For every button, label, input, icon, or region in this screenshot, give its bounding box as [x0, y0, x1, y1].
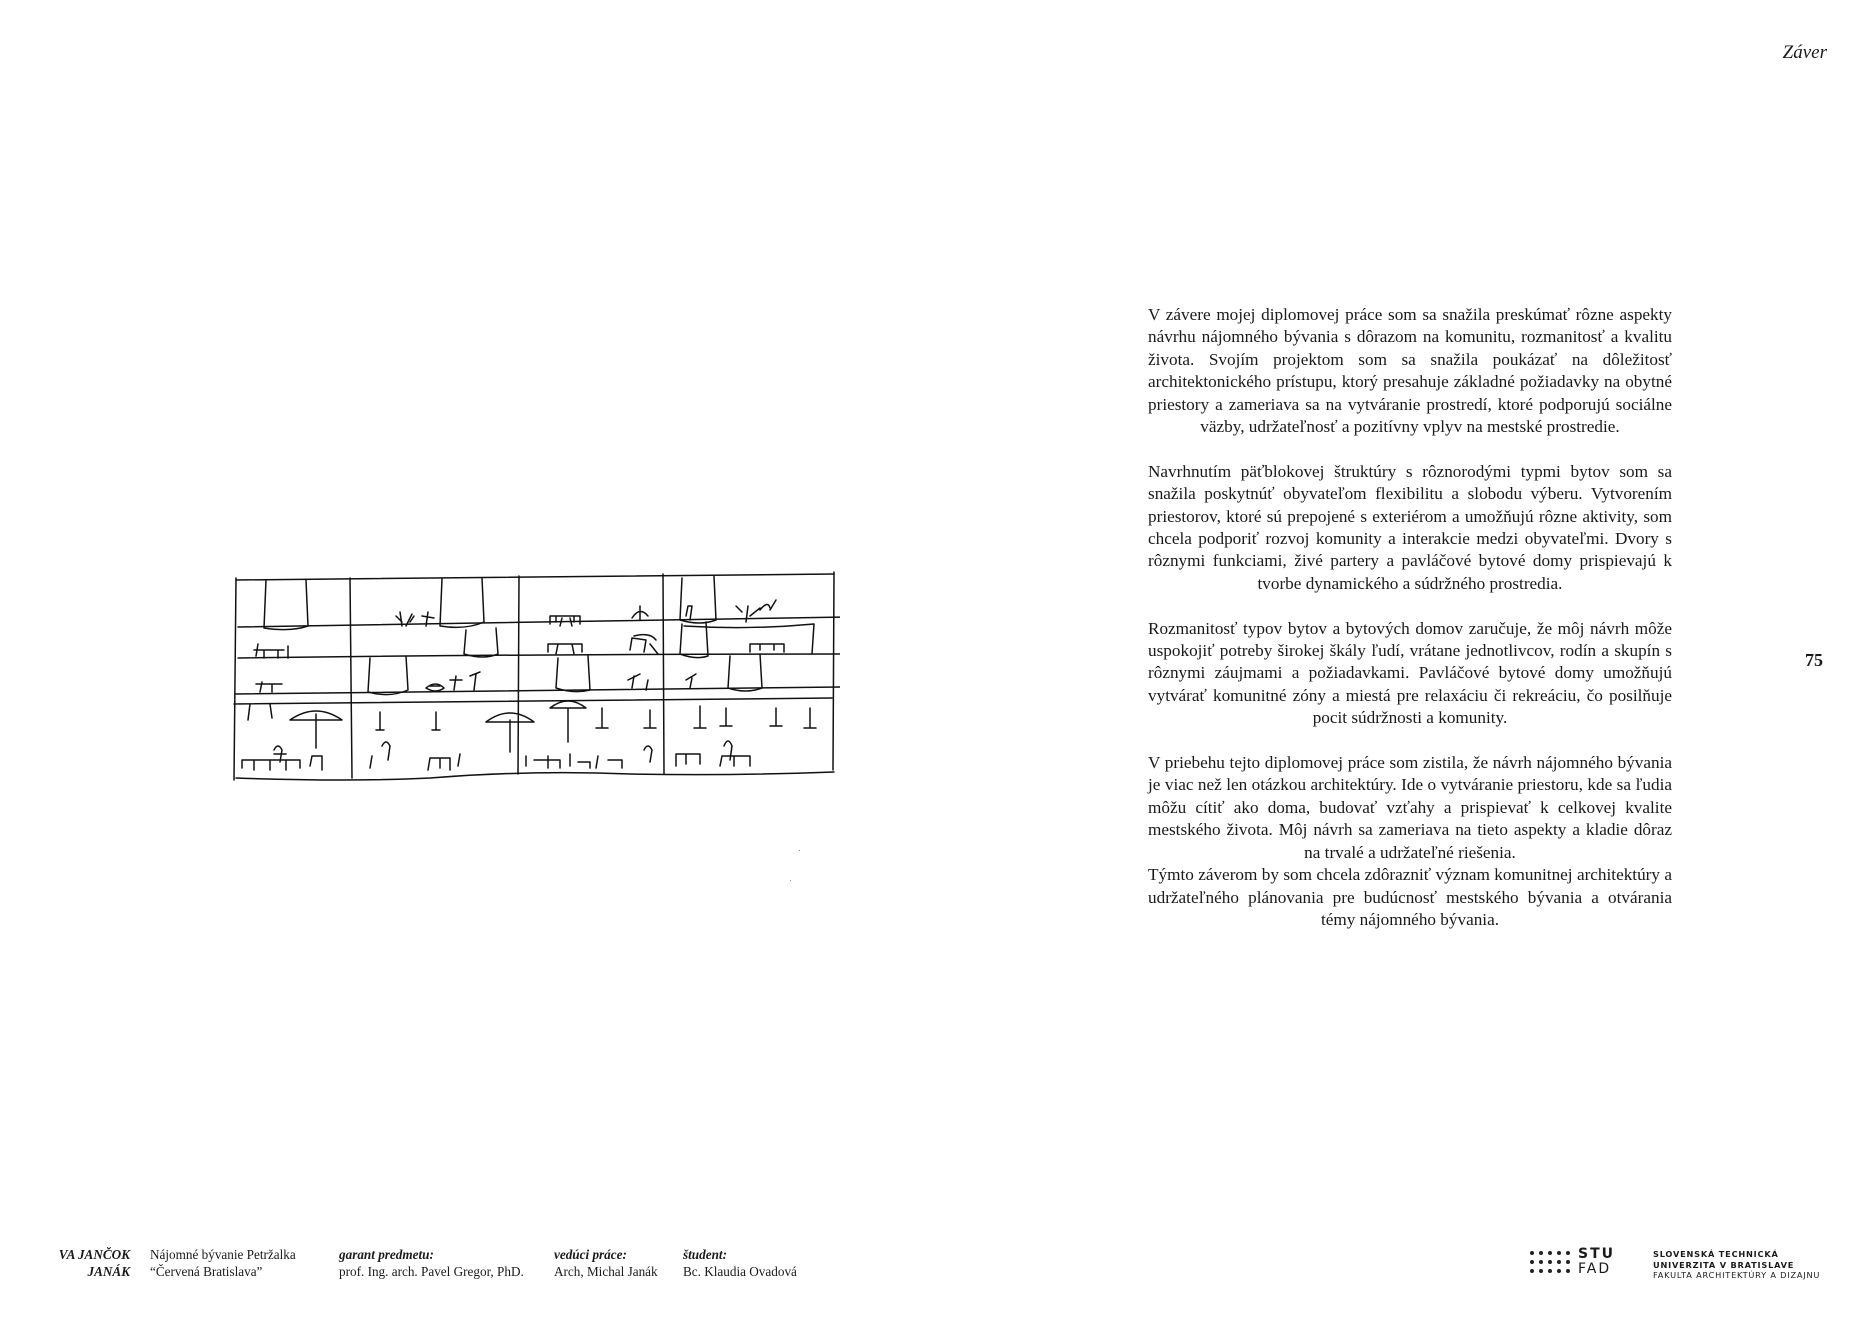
logo-mark-stu: STU: [1578, 1246, 1616, 1262]
page-number: 75: [1805, 650, 1823, 670]
logo-text-line-2: UNIVERZITA V BRATISLAVE: [1653, 1259, 1795, 1270]
section-title: Záver: [1782, 42, 1827, 63]
garant-label: garant predmetu:: [339, 1247, 434, 1262]
student-label: študent:: [683, 1247, 727, 1262]
garant-value: prof. Ing. arch. Pavel Gregor, PhD.: [339, 1264, 524, 1279]
footer-course: [40, 1246, 130, 1280]
footer-garant: [339, 1246, 524, 1280]
conclusion-text: [1148, 304, 1672, 954]
project-line-2: “Červená Bratislava”: [150, 1264, 263, 1279]
project-line-1: Nájomné bývanie Petržalka: [150, 1247, 296, 1262]
logo-text-line-1: SLOVENSKÁ TECHNICKÁ: [1653, 1249, 1779, 1259]
course-line-1: VA JANČOK: [58, 1247, 130, 1262]
footer-student: [683, 1246, 797, 1280]
veduci-value: Arch, Michal Janák: [554, 1264, 658, 1279]
course-line-2: JANÁK: [87, 1264, 130, 1279]
logo-text-line-3: FAKULTA ARCHITEKTÚRY A DIZAJNU: [1653, 1270, 1821, 1280]
logo-mark: [1578, 1247, 1615, 1277]
footer-project: [150, 1246, 296, 1280]
logo-mark-fad: FAD: [1578, 1261, 1612, 1277]
logo-text: [1653, 1249, 1820, 1281]
paragraph-3: Rozmanitosť typov bytov a bytových domov zaručuje, že môj návrh môže uspokojiť potreby širokej škály ľudí, vrátane jednotlivcov, rodín a skupín s rôznymi záujmami a požiadavkami. Pavláčové bytové domy umožňujú vytvárať komunitné zóny a miestá pre relaxáciu či rekreáciu, čo posilňuje pocit súdržnosti a komunity.: [1148, 618, 1672, 728]
student-value: Bc. Klaudia Ovadová: [683, 1264, 797, 1279]
logo-dots-icon: [1530, 1251, 1570, 1273]
veduci-label: vedúci práce:: [554, 1247, 627, 1262]
footer-veduci: [554, 1246, 658, 1280]
paragraph-2: Navrhnutím päťblokovej štruktúry s rôznorodými typmi bytov som sa snažila poskytnúť obyvateľom flexibilitu a slobodu výberu. Vytvorením priestorov, ktoré sú prepojené s exteriérom a umožňujú rôzne aktivity, som chcela podporiť rozvoj komunity a interakcie medzi obyvateľmi. Dvory s rôznymi funkciami, živé partery a pavláčové bytové domy prispievajú k tvorbe dynamického a súdržného prostredia.: [1148, 461, 1672, 593]
paragraph-1: V závere mojej diplomovej práce som sa snažila preskúmať rôzne aspekty návrhu nájomného bývania s dôrazom na komunitu, rozmanitosť a kvalitu života. Svojím projektom som sa snažila poukázať na dôležitosť architektonického prístupu, ktorý presahuje základné požiadavky na obytné priestory a zameriava sa na vytváranie prostredí, ktoré podporujú sociálne väzby, udržateľnosť a pozitívny vplyv na mestské prostredie.: [1148, 305, 1672, 437]
speck: [799, 850, 800, 851]
stu-fad-logo: [1530, 1247, 1820, 1281]
facade-sketch: [230, 570, 840, 792]
paragraph-4: V priebehu tejto diplomovej práce som zistila, že návrh nájomného bývania je viac než len otázkou architektúry. Ide o vytváranie priestoru, kde sa ľudia môžu cítiť ako doma, budovať vzťahy a prispievať k celkovej kvalite mestského života. Môj návrh sa zameriava na tieto aspekty a kladie dôraz na trvalé a udržateľné riešenia. Týmto záverom by som chcela zdôrazniť význam komunitnej architektúry a udržateľného plánovania pre budúcnosť mestského bývania a otvárania témy nájomného bývania.: [1148, 753, 1672, 929]
speck: [790, 880, 791, 881]
